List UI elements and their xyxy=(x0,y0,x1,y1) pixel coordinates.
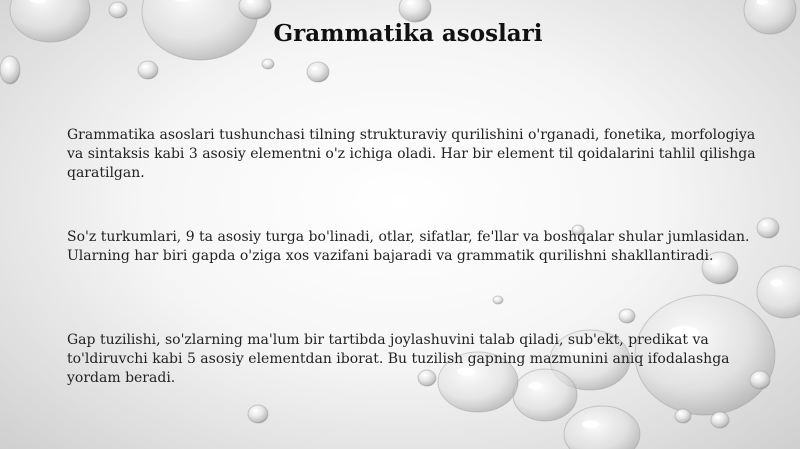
water-droplet xyxy=(0,56,20,84)
water-droplet xyxy=(757,266,800,318)
water-droplet xyxy=(564,406,640,449)
water-droplet xyxy=(248,405,268,423)
slide-title: Grammatika asoslari xyxy=(273,20,543,47)
paragraph-sentence-structure: Gap tuzilishi, so'zlarning ma'lum bir tartibda joylashuvini talab qiladi, sub'ekt, predikat va to'ldiruvchi kabi 5 asosiy elementdan iborat. Bu tuzilish gapning mazmunini aniq ifodalashga yordam beradi. xyxy=(67,332,730,386)
water-droplet xyxy=(619,309,635,323)
water-droplet xyxy=(307,62,329,82)
water-droplet xyxy=(109,2,127,18)
water-droplet xyxy=(675,409,691,423)
water-droplet xyxy=(399,0,431,22)
water-droplet xyxy=(262,59,274,69)
water-droplet xyxy=(711,412,729,428)
water-droplet xyxy=(138,61,158,79)
paragraph-grammar-basics: Grammatika asoslari tushunchasi tilning strukturaviy qurilishini o'rganadi, fonetika, morfologiya va sintaksis kabi 3 asosiy elementni o'z ichiga oladi. Har bir element til qoidalarini tahlil qilishga qaratilgan. xyxy=(67,127,756,181)
water-droplet xyxy=(493,296,503,304)
paragraph-parts-of-speech: So'z turkumlari, 9 ta asosiy turga bo'linadi, otlar, sifatlar, fe'llar va boshqalar shular jumlasidan. Ularning har biri gapda o'ziga xos vazifani bajaradi va grammatik qurilishni shakllantiradi. xyxy=(67,229,750,264)
